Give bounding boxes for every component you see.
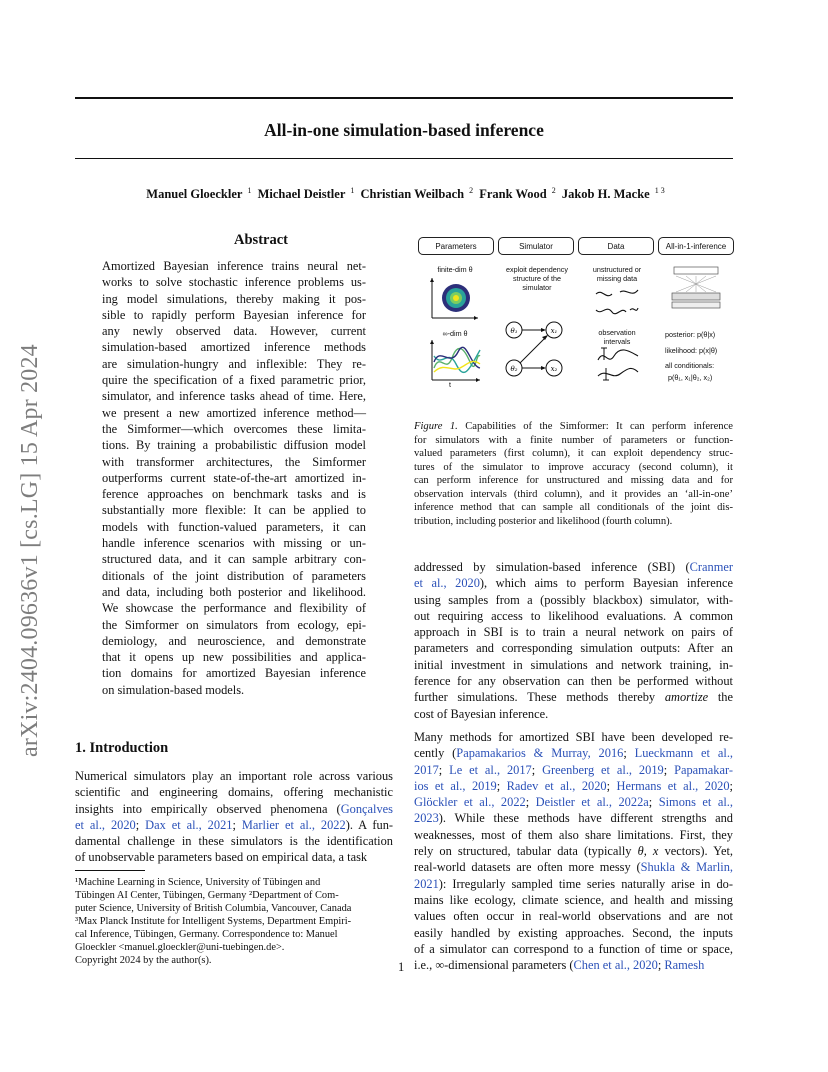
text-line: simulator, and inference tasks ahead of time. Here, (102, 389, 366, 404)
text-line (414, 447, 733, 461)
text-line (414, 778, 733, 794)
text-line (75, 768, 393, 784)
text-line: ³Max Planck Institute for Intelligent Systems, Department Empiri- (75, 916, 352, 927)
author-list (75, 186, 733, 202)
citation-link[interactable]: et al., 2020 (414, 576, 480, 591)
text-line (414, 461, 733, 475)
text-line: cal Inference, Tübingen, Germany. Correspondence to: Manuel (75, 929, 338, 940)
text-line: We showcase the performance and flexibility of (102, 601, 366, 616)
text-segment: damental challenge in these simulators is the identification (75, 834, 393, 849)
citation-link[interactable]: Papamakarios & Murray, 2016 (456, 746, 624, 761)
figure-box-simulator: Simulator (498, 237, 574, 255)
finite-dim-label: finite-dim θ (437, 265, 473, 274)
text-line (414, 608, 733, 624)
figure-caption (414, 420, 733, 528)
text-line: models with function-valued parameters, it can (102, 519, 366, 534)
text-line: with transformer architectures, the Simformer (102, 454, 366, 469)
text-segment: easily handled by existing approaches. Second, the inputs (414, 925, 733, 940)
text-line (414, 706, 733, 722)
figure-box-all-in-one: All-in-1-inference (658, 237, 734, 255)
footnote (75, 876, 395, 967)
text-line: Tübingen AI Center, Tübingen, Germany ²Department of Com- (75, 890, 339, 901)
text-segment: Many methods for amortized SBI have been developed re- (414, 730, 733, 744)
text-segment: ; (525, 795, 536, 810)
text-segment: mains like ecology, climate science, and health and missing (414, 892, 733, 907)
text-line (414, 925, 733, 941)
all-conditionals-label: all conditionals: (665, 361, 715, 370)
text-line (414, 892, 733, 908)
citation-link[interactable]: Simons et al., (658, 795, 733, 810)
citation-link[interactable]: 2023 (414, 811, 439, 826)
author-affiliation: 1 (350, 186, 355, 195)
abstract-body (102, 258, 366, 698)
text-segment: tures of the simulator to improve accuracy (second column), it (414, 461, 733, 473)
citation-link[interactable]: Le et al., 2017 (449, 762, 532, 777)
citation-link[interactable]: Marlier et al., 2022 (241, 817, 346, 832)
author-name: Frank Wood (479, 187, 547, 202)
text-line: Amortized Bayesian inference trains neural net- (102, 259, 366, 273)
citation-link[interactable]: Shukla & Marlin, (640, 860, 733, 875)
text-line (414, 908, 733, 924)
text-segment: scientific and engineering domains, offering mechanistic (75, 785, 393, 800)
top-rule (75, 97, 733, 99)
text-line (414, 810, 733, 826)
text-segment: ; (438, 762, 450, 777)
text-line: that it opens up new possibilities and applica- (102, 650, 366, 665)
text-line: works to solve stochastic inference problems us- (102, 275, 366, 290)
text-line (414, 689, 733, 705)
text-segment: ; (648, 795, 659, 810)
text-segment: ; (232, 817, 242, 832)
text-segment: ; (623, 746, 635, 761)
text-segment: cost of Bayesian inference. (414, 706, 549, 721)
citation-link[interactable]: Radev et al., 2020 (506, 778, 607, 793)
text-line: quire the specification of a fixed parametric prior, (102, 373, 366, 388)
citation-link[interactable]: Glöckler et al., 2022 (414, 795, 526, 810)
missing-data-traces (594, 286, 640, 322)
citation-link[interactable]: ios et al., 2019 (414, 778, 497, 793)
text-segment: ference for any observation can then be performed without (414, 674, 733, 689)
text-segment: tribution, including posterior and likelihood (fourth column). (414, 515, 673, 527)
caption-label: Figure 1. (414, 421, 458, 432)
text-line: puter Science, University of British Columbia, Vancouver, Canada (75, 903, 352, 914)
text-segment: Capabilities of the Simformer: It can perform inference (457, 421, 733, 432)
text-segment: ; (663, 762, 675, 777)
inf-dim-label: ∞-dim θ (442, 329, 468, 338)
text-segment: real-world datasets are often more messy ( (414, 860, 641, 875)
conditional-formula: p(θ₁, x₁|θ₂, x₂) (668, 373, 713, 382)
text-line: any newly observed data. However, current (102, 324, 366, 339)
text-segment: cently ( (414, 746, 457, 761)
citation-link[interactable]: Papamakar- (674, 762, 733, 777)
author-affiliation: 2 (469, 186, 474, 195)
text-segment: the (708, 690, 733, 705)
text-line: ing model simulations, thereby making it pos- (102, 291, 366, 306)
text-segment: ). A fun- (345, 817, 394, 832)
text-segment: ; (729, 778, 733, 793)
text-segment: parameters and corresponding simulation outputs: After an (414, 641, 733, 656)
text-line (414, 640, 733, 656)
figure-box-parameters: Parameters (418, 237, 494, 255)
dependency-graph (500, 316, 574, 378)
figure-box-data: Data (578, 237, 654, 255)
citation-link[interactable]: Cranmer (689, 560, 733, 574)
text-segment: further simulations. These methods thereby (414, 690, 665, 705)
text-segment: observation intervals (third column), and it provides an ‘all-in-one’ (414, 488, 733, 500)
text-line (75, 784, 393, 800)
text-line: structured data, and it can sample arbitrary con- (102, 552, 366, 567)
text-line: Copyright 2024 by the author(s). (75, 955, 212, 966)
citation-link[interactable]: Dax et al., 2021 (145, 817, 233, 832)
section-heading: 1. Introduction (75, 740, 169, 756)
text-line (414, 575, 733, 591)
text-line (414, 624, 733, 640)
author-name: Christian Weilbach (360, 187, 465, 202)
text-line: substantially more flexible: It can be applied to (102, 503, 366, 518)
text-line: ference approaches on benchmark tasks and is (102, 487, 366, 502)
text-segment: values often occur in real-world observations and are not (414, 909, 733, 924)
text-segment: ), which aims to perform Bayesian inference (479, 576, 733, 591)
text-segment: vectors). Yet, (658, 844, 733, 859)
text-segment: ; (606, 778, 617, 793)
title-rule (75, 158, 733, 159)
svg-text:x₂: x₂ (550, 365, 558, 373)
time-axis-label: t (449, 380, 451, 389)
unstructured-data-label: unstructured or missing data (592, 265, 642, 283)
text-segment: for simulators with a finite number of parameters or function- (414, 434, 733, 446)
observation-interval-traces (594, 346, 642, 382)
author-affiliation: 1 3 (654, 186, 665, 195)
citation-link[interactable]: Lueckmann et al., (634, 746, 734, 761)
arxiv-stamp[interactable]: arXiv:2404.09636v1 [cs.LG] 15 Apr 2024 (17, 344, 43, 757)
text-segment: ; (657, 958, 665, 973)
text-line (75, 801, 393, 817)
author-name: Manuel Gloeckler (146, 187, 243, 202)
text-line: handle inference scenarios with missing or un- (102, 536, 366, 551)
text-segment: inference method that can sample all conditionals of the joint dis- (414, 502, 733, 513)
likelihood-label: likelihood: p(x|θ) (665, 346, 718, 355)
text-segment: initial investment in simulations and network training, in- (414, 657, 733, 672)
citation-link[interactable]: Deistler et al., 2022a (535, 795, 649, 810)
text-line (75, 849, 393, 865)
text-segment: addressed by simulation-based inference (SBI) ( (414, 560, 690, 574)
text-line (414, 673, 733, 689)
right-column-paragraph-2 (414, 729, 733, 973)
function-valued-plot (430, 338, 482, 382)
author-name: Michael Deistler (257, 187, 346, 202)
text-line (414, 474, 733, 488)
text-segment: ; (135, 817, 146, 832)
text-segment: of unobservable parameters based on empirical data, a task (75, 850, 368, 865)
text-line (414, 843, 733, 859)
text-line (414, 592, 733, 608)
text-line (75, 817, 393, 833)
text-segment: ): Irregularly sampled time series naturally arise in do- (438, 876, 733, 891)
text-segment: weaknesses, most of them also share limitations. First, they (414, 827, 733, 842)
text-segment: valued parameters (first column), it can exploit dependency struc- (414, 448, 733, 459)
paper-title: All-in-one simulation-based inference (264, 120, 544, 140)
text-line: we present a new amortized inference method— (102, 405, 366, 420)
text-line (414, 488, 733, 502)
abstract-heading: Abstract (234, 232, 288, 248)
observation-intervals-label: observation intervals (598, 328, 636, 346)
text-line: tion domains for amortized Bayesian inference (102, 666, 366, 681)
finite-dim-density-plot (430, 276, 480, 320)
text-line: tions. By training a probabilistic diffusion model (102, 438, 366, 453)
page-number: 1 (398, 960, 405, 974)
citation-link[interactable]: Hermans et al., 2020 (616, 778, 730, 793)
svg-text:θ₁: θ₁ (510, 327, 518, 335)
citation-link[interactable]: Greenberg et al., 2019 (542, 762, 664, 777)
transformer-icon (670, 266, 722, 310)
author-affiliation: 2 (551, 186, 556, 195)
citation-link[interactable]: 2021 (414, 876, 439, 891)
author-affiliation: 1 (247, 186, 252, 195)
text-line (414, 762, 733, 778)
text-line (414, 859, 733, 875)
text-line (414, 729, 733, 745)
text-segment: can perform inference for unstructured and missing data and for (414, 475, 733, 486)
intro-body (75, 768, 393, 866)
text-line (414, 745, 733, 761)
text-line (414, 434, 733, 448)
citation-link[interactable]: Ramesh (664, 958, 705, 973)
simulator-caption: exploit dependency structure of the simulator (506, 265, 568, 292)
text-line (414, 876, 733, 892)
svg-text:θ₂: θ₂ (510, 365, 518, 373)
text-line (414, 827, 733, 843)
text-line: ¹Machine Learning in Science, University of Tübingen and (75, 877, 321, 888)
text-segment: insights into empirically observed phenomena ( (75, 801, 341, 816)
text-segment: approach in SBI is to train a neural network on pairs of (414, 625, 733, 640)
text-segment: ). While these methods have different strengths and (438, 811, 733, 826)
text-line (414, 559, 733, 575)
text-segment: ; (531, 762, 543, 777)
text-line: ditionals of the joint distribution of parameters (102, 568, 366, 583)
text-line (414, 957, 733, 973)
text-line: and data, including both posterior and likelihood. (102, 584, 366, 599)
text-line: sible to rapidly perform Bayesian inference for (102, 307, 366, 322)
text-line: demiology, and neuroscience, and demonstrate (102, 633, 366, 648)
text-line (414, 941, 733, 957)
text-line (414, 794, 733, 810)
author-name: Jakob H. Macke (561, 187, 650, 202)
text-line: are simulation-hungry and inflexible: They re- (102, 356, 366, 371)
emphasis: amortize (664, 690, 709, 705)
text-line (414, 657, 733, 673)
text-line (75, 833, 393, 849)
text-line: the Simformer—which overcomes these limita- (102, 421, 366, 436)
text-segment: of a simulator can correspond to a function of time or space, (414, 941, 733, 956)
emphasis: θ, x (637, 844, 659, 859)
text-segment: using samples from a (possibly blackbox) simulator, with- (414, 592, 733, 607)
text-line (414, 420, 733, 434)
citation-link[interactable]: Chen et al., 2020 (573, 958, 658, 973)
text-segment: rely on structured, tabular data (typically (414, 844, 638, 859)
text-segment: out requiring access to likelihood evaluations. A common (414, 608, 733, 623)
citation-link[interactable]: 2017 (414, 762, 439, 777)
svg-text:x₁: x₁ (550, 327, 558, 335)
text-segment: Numerical simulators play an important role across various (75, 769, 393, 783)
footnote-rule (75, 870, 145, 871)
posterior-label: posterior: p(θ|x) (665, 330, 716, 339)
text-line: Gloeckler <manuel.gloeckler@uni-tuebingen.de>. (75, 942, 285, 953)
text-line: outperforms current state-of-the-art amortized in- (102, 470, 366, 485)
text-line: simulation-based amortized inference methods (102, 340, 366, 355)
text-segment: ; (496, 778, 507, 793)
text-line: on simulation-based models. (102, 682, 245, 697)
text-line (414, 515, 733, 529)
citation-link[interactable]: Gonçalves (340, 801, 393, 816)
text-segment: i.e., ∞-dimensional parameters ( (414, 958, 574, 973)
text-line (414, 501, 733, 515)
text-line: the Simformer on simulators from ecology, epi- (102, 617, 366, 632)
right-column-paragraph-1 (414, 559, 733, 722)
citation-link[interactable]: et al., 2020 (75, 817, 136, 832)
